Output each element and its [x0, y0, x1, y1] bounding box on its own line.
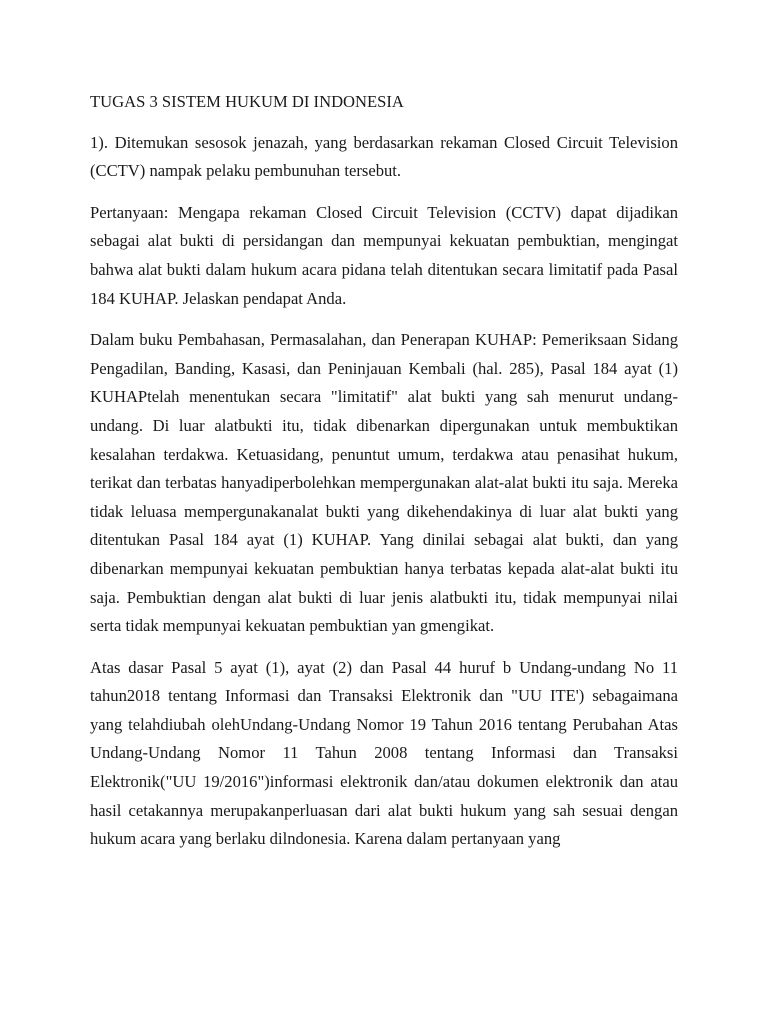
document-page [90, 88, 678, 867]
paragraph-question-case: 1). Ditemukan sesosok jenazah, yang berdasarkan rekaman Closed Circuit Television (CCTV) nampak pelaku pembunuhan tersebut. [90, 132, 678, 181]
document-title: TUGAS 3 SISTEM HUKUM DI INDONESIA [90, 92, 404, 111]
paragraph-question: Pertanyaan: Mengapa rekaman Closed Circuit Television (CCTV) dapat dijadikan sebagai alat bukti di persidangan dan mempunyai kekuatan pembuktian, mengingat bahwa alat bukti dalam hukum acara pidana telah ditentukan secara limitatif pada Pasal 184 KUHAP. Jelaskan pendapat Anda. [90, 202, 678, 308]
paragraph-answer-kuhap: Dalam buku Pembahasan, Permasalahan, dan Penerapan KUHAP: Pemeriksaan Sidang Pengadilan, Banding, Kasasi, dan Peninjauan Kembali (hal. 285), Pasal 184 ayat (1) KUHAPtelah menentukan secara "limitatif" alat bukti yang sah menurut undang-undang. Di luar alatbukti itu, tidak dibenarkan dipergunakan untuk membuktikan kesalahan terdakwa. Ketuasidang, penuntut umum, terdakwa atau penasihat hukum, terikat dan terbatas hanyadiperbolehkan mempergunakan alat-alat bukti itu saja. Mereka tidak leluasa mempergunakanalat bukti yang dikehendakinya di luar alat bukti yang ditentukan Pasal 184 ayat (1) KUHAP. Yang dinilai sebagai alat bukti, dan yang dibenarkan mempunyai kekuatan pembuktian hanya terbatas kepada alat-alat bukti itu saja. Pembuktian dengan alat bukti di luar jenis alatbukti itu, tidak mempunyai nilai serta tidak mempunyai kekuatan pembuktian yan gmengikat. [90, 330, 678, 636]
paragraph-answer-uu-ite: Atas dasar Pasal 5 ayat (1), ayat (2) dan Pasal 44 huruf b Undang-undang No 11 tahun2018 tentang Informasi dan Transaksi Elektronik dan "UU ITE') sebagaimana yang telahdiubah olehUndang-Undang Nomor 19 Tahun 2016 tentang Perubahan Atas Undang-Undang Nomor 11 Tahun 2008 tentang Informasi dan Transaksi Elektronik("UU 19/2016")informasi elektronik dan/atau dokumen elektronik dan atau hasil cetakannya merupakanperluasan dari alat bukti hukum yang sah sesuai dengan hukum acara yang berlaku dilndonesia. Karena dalam pertanyaan yang [90, 657, 678, 849]
